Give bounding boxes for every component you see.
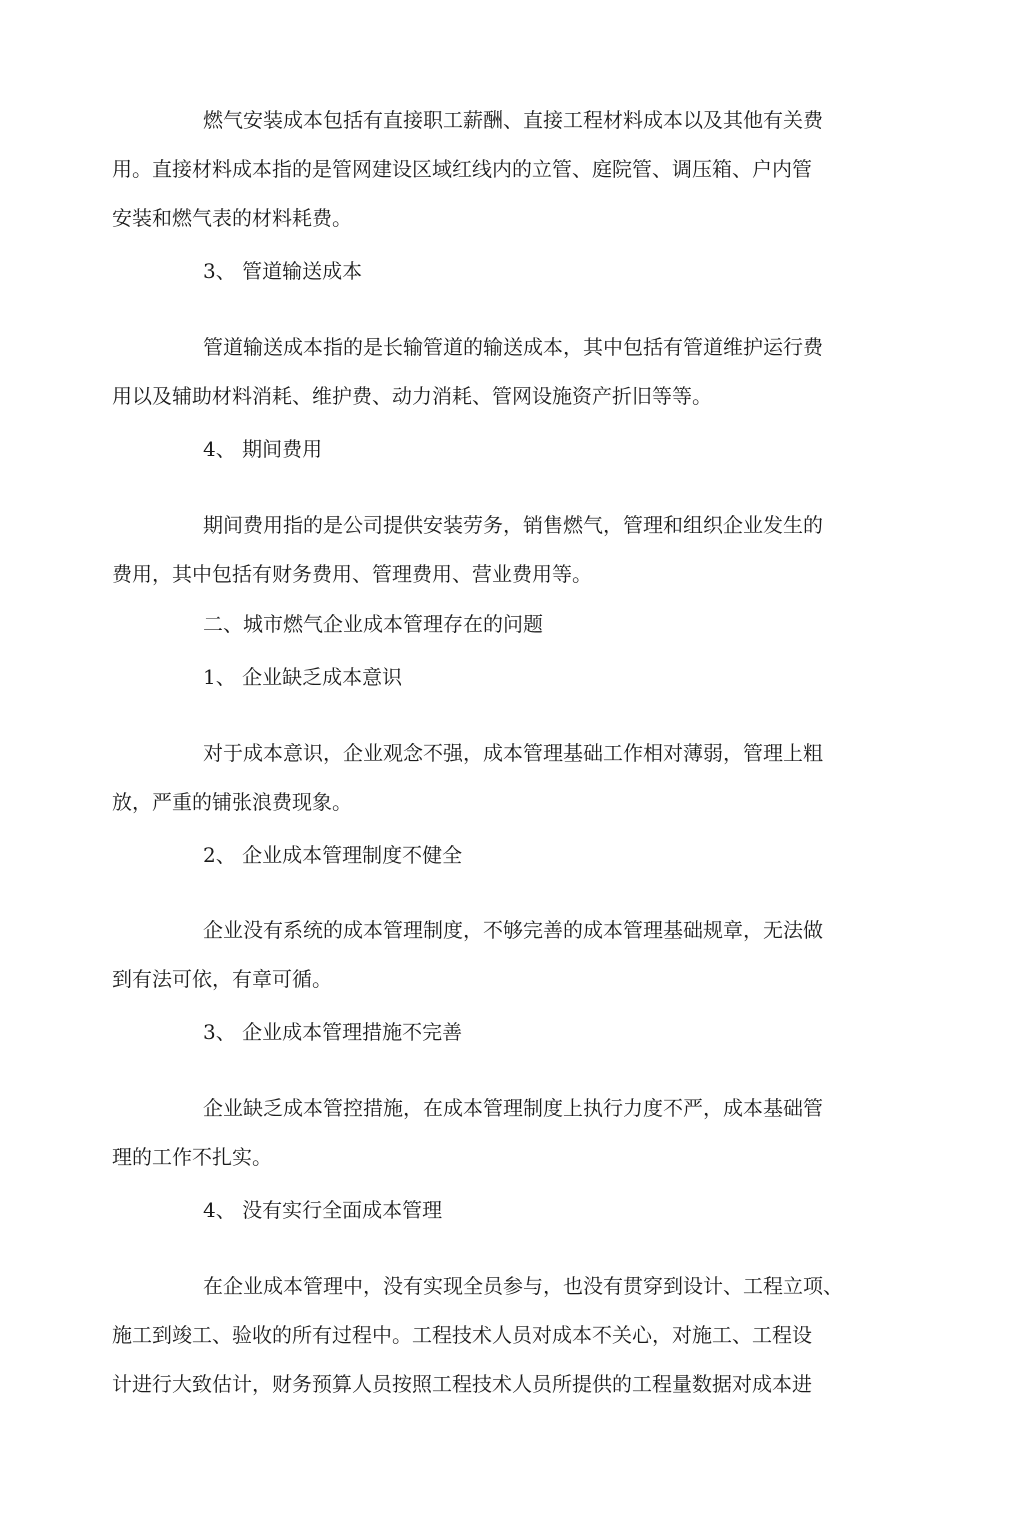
paragraph-line: 理的工作不扎实。 — [112, 1145, 272, 1169]
paragraph-line: 安装和燃气表的材料耗费。 — [112, 206, 352, 230]
section-heading: 1、 企业缺乏成本意识 — [203, 665, 403, 689]
section-heading: 2、 企业成本管理制度不健全 — [203, 843, 463, 867]
paragraph-line: 用。直接材料成本指的是管网建设区域红线内的立管、庭院管、调压箱、户内管 — [112, 157, 812, 181]
paragraph-line: 燃气安装成本包括有直接职工薪酬、直接工程材料成本以及其他有关费 — [203, 108, 823, 132]
section-heading: 3、 企业成本管理措施不完善 — [203, 1020, 463, 1044]
paragraph-line: 到有法可依，有章可循。 — [112, 967, 332, 991]
paragraph-line: 计进行大致估计，财务预算人员按照工程技术人员所提供的工程量数据对成本进 — [112, 1372, 812, 1396]
paragraph-line: 放，严重的铺张浪费现象。 — [112, 790, 352, 814]
paragraph-line: 企业缺乏成本管控措施，在成本管理制度上执行力度不严，成本基础管 — [203, 1096, 823, 1120]
section-heading: 4、 期间费用 — [203, 437, 323, 461]
paragraph-line: 在企业成本管理中，没有实现全员参与，也没有贯穿到设计、工程立项、 — [203, 1274, 843, 1298]
paragraph-line: 管道输送成本指的是长输管道的输送成本，其中包括有管道维护运行费 — [203, 335, 823, 359]
paragraph-line: 企业没有系统的成本管理制度，不够完善的成本管理基础规章，无法做 — [203, 918, 823, 942]
section-heading: 3、 管道输送成本 — [203, 259, 363, 283]
paragraph-line: 施工到竣工、验收的所有过程中。工程技术人员对成本不关心，对施工、工程设 — [112, 1323, 812, 1347]
section-heading: 4、 没有实行全面成本管理 — [203, 1198, 443, 1222]
paragraph-line: 期间费用指的是公司提供安装劳务，销售燃气，管理和组织企业发生的 — [203, 513, 823, 537]
chapter-heading: 二、城市燃气企业成本管理存在的问题 — [203, 612, 543, 636]
paragraph-line: 用以及辅助材料消耗、维护费、动力消耗、管网设施资产折旧等等。 — [112, 384, 712, 408]
paragraph-line: 对于成本意识，企业观念不强，成本管理基础工作相对薄弱，管理上粗 — [203, 741, 823, 765]
paragraph-line: 费用，其中包括有财务费用、管理费用、营业费用等。 — [112, 562, 592, 586]
